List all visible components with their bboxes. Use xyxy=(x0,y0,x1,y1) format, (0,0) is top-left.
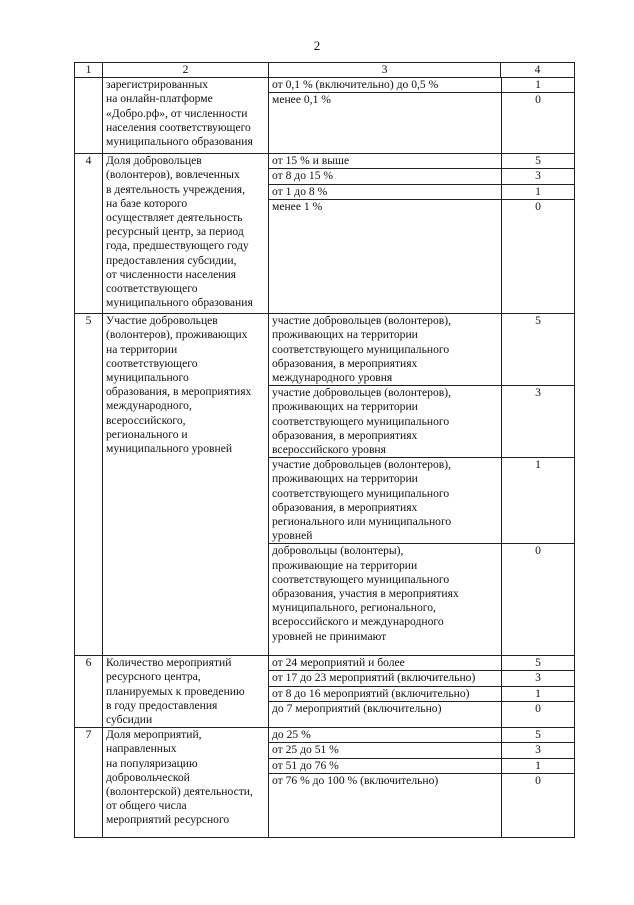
condition-text: менее 1 % xyxy=(269,199,502,313)
criteria-list xyxy=(269,656,574,727)
criteria-row xyxy=(269,701,574,727)
criteria-row xyxy=(269,773,574,837)
header-cell: 4 xyxy=(501,63,575,78)
condition-text: от 1 до 8 % xyxy=(269,184,502,199)
score-value: 0 xyxy=(535,93,541,107)
score-value: 0 xyxy=(535,544,541,558)
criteria-row xyxy=(269,154,574,169)
criteria-row xyxy=(269,728,574,743)
criteria-row xyxy=(269,758,574,773)
row-number: 6 xyxy=(75,656,103,728)
criteria-table xyxy=(74,62,575,838)
row-number: 4 xyxy=(75,154,103,314)
condition-text: участие добровольцев (волонтеров), проживающих на территории соответствующего муниципального образования, в мероприятиях международного уровня xyxy=(269,314,502,386)
criteria-row xyxy=(269,686,574,701)
criteria-list xyxy=(269,78,574,153)
condition-text: до 7 мероприятий (включительно) xyxy=(269,701,502,727)
condition-text: менее 0,1 % xyxy=(269,93,502,153)
criteria-cell xyxy=(269,656,575,728)
criteria-row xyxy=(269,386,574,458)
criteria-row xyxy=(269,199,574,313)
criteria-cell xyxy=(269,154,575,314)
score-value: 5 xyxy=(502,314,575,386)
criteria-list xyxy=(269,314,574,655)
score-value: 1 xyxy=(502,758,575,773)
condition-text: от 25 до 51 % xyxy=(269,743,502,758)
score-value: 1 xyxy=(502,184,575,199)
score-value: 3 xyxy=(502,386,575,458)
condition-text: от 76 % до 100 % (включительно) xyxy=(269,773,502,837)
score-value: 1 xyxy=(502,458,575,544)
table-row xyxy=(75,78,575,154)
row-number xyxy=(75,78,103,154)
score-value: 3 xyxy=(502,671,575,686)
row-number: 5 xyxy=(75,314,103,656)
criteria-row xyxy=(269,656,574,671)
criteria-list xyxy=(269,154,574,313)
score-value: 3 xyxy=(502,743,575,758)
row-number: 7 xyxy=(75,728,103,838)
score-value: 5 xyxy=(502,154,575,169)
header-cell: 2 xyxy=(103,63,269,78)
criteria-row xyxy=(269,184,574,199)
condition-text: от 17 до 23 мероприятий (включительно) xyxy=(269,671,502,686)
indicator-cell: Количество мероприятий ресурсного центра, планируемых к проведению в году предоставления субсидии xyxy=(103,656,269,728)
criteria-row xyxy=(269,93,574,153)
criteria-list xyxy=(269,728,574,837)
score-value: 5 xyxy=(502,728,575,743)
indicator-cell: зарегистрированных на онлайн-платформе «Добро.рф», от численности населения соответствующего муниципального образования xyxy=(103,78,269,154)
header-row xyxy=(75,63,575,78)
score-value: 5 xyxy=(502,656,575,671)
criteria-row xyxy=(269,671,574,686)
score-value: 0 xyxy=(535,773,541,787)
condition-text: от 24 мероприятий и более xyxy=(269,656,502,671)
criteria-row xyxy=(269,78,574,93)
table-row xyxy=(75,314,575,656)
score-value: 0 xyxy=(535,199,541,213)
criteria-row xyxy=(269,314,574,386)
header-cell: 3 xyxy=(269,63,501,78)
criteria-row xyxy=(269,169,574,184)
condition-text: от 15 % и выше xyxy=(269,154,502,169)
criteria-row xyxy=(269,458,574,544)
score-value: 3 xyxy=(502,169,575,184)
condition-text: до 25 % xyxy=(269,728,502,743)
score-value: 1 xyxy=(502,686,575,701)
condition-text: от 8 до 15 % xyxy=(269,169,502,184)
condition-text: от 51 до 76 % xyxy=(269,758,502,773)
score-value: 0 xyxy=(535,701,541,715)
score-value: 1 xyxy=(502,78,575,93)
condition-text: добровольцы (волонтеры), проживающие на территории соответствующего муниципального образования, участия в мероприятиях муниципального, регионального, всероссийского и международного уровней не принимают xyxy=(269,544,502,655)
criteria-row xyxy=(269,743,574,758)
indicator-cell: Доля мероприятий, направленных на популяризацию добровольческой (волонтерской) деятельности, от общего числа мероприятий ресурсного xyxy=(103,728,269,838)
condition-text: участие добровольцев (волонтеров), проживающих на территории соответствующего муниципального образования, в мероприятиях всероссийского уровня xyxy=(269,386,502,458)
indicator-cell: Участие добровольцев (волонтеров), проживающих на территории соответствующего муниципального образования, в мероприятиях международного, всероссийского, регионального и муниципального уровней xyxy=(103,314,269,656)
header-cell: 1 xyxy=(75,63,103,78)
condition-text: от 8 до 16 мероприятий (включительно) xyxy=(269,686,502,701)
criteria-cell xyxy=(269,728,575,838)
page-number: 2 xyxy=(313,38,321,53)
table-row xyxy=(75,728,575,838)
condition-text: участие добровольцев (волонтеров), проживающих на территории соответствующего муниципального образования, в мероприятиях регионального или муниципального уровней xyxy=(269,458,502,544)
condition-text: от 0,1 % (включительно) до 0,5 % xyxy=(269,78,502,93)
criteria-row xyxy=(269,544,574,655)
table-row xyxy=(75,154,575,314)
table-row xyxy=(75,656,575,728)
criteria-cell xyxy=(269,314,575,656)
indicator-cell: Доля добровольцев (волонтеров), вовлеченных в деятельность учреждения, на базе которого осуществляет деятельность ресурсный центр, за период года, предшествующего году предоставления субсидии, от численности населения соответствующего муниципального образования xyxy=(103,154,269,314)
criteria-cell xyxy=(269,78,575,154)
